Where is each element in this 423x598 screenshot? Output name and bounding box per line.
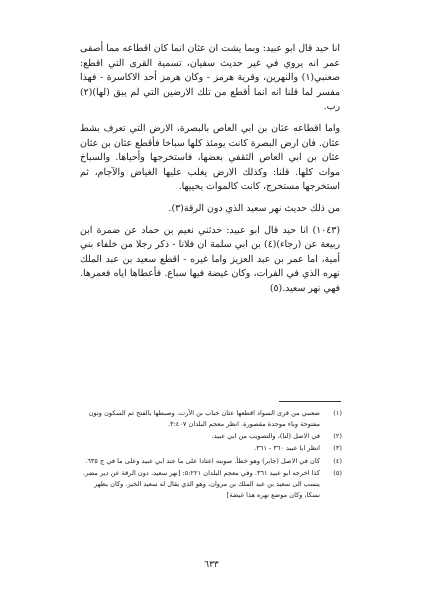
footnote-text: انظر ابا عبيد ٣٦٠ - ٣٦١.: [254, 444, 320, 453]
footnote-number: (٤): [333, 456, 342, 465]
page-number: ٦٣٣: [204, 560, 219, 570]
footnote-divider: [279, 401, 341, 402]
footnotes: [80, 408, 342, 502]
footnote-text: صعنبي من قرى السواد اقطعها عثان خباب بن الأرت. وصبطها بالفتح ثم السكون ونون مفتوحة وباء موحدة مقصورة. انظر معجم البلدان ٣:٤٠٧.: [88, 409, 320, 428]
footnote-number: (١): [333, 409, 342, 417]
footnote-text: كذا اخرجه ابو عبيد ٣٦١. وفي معجم البلدان ٥:٢٢١: [نهر سعيد، دون الرقة عن دير مضر. ينسب الى سعيد بن عبد الملك بن مروان، وهو الذي يقال له سعيد الخير. وكان يظهر نسكا، وكان موضع نهره هذا غيضة]: [82, 468, 320, 499]
paragraph: من ذلك حديث نهر سعيد الذي دون الرقة(٣).: [168, 202, 340, 214]
footnote-number: (٢): [333, 432, 342, 441]
footnote-number: (٣): [333, 444, 342, 453]
footnote-number: (٥): [333, 468, 342, 477]
paragraph-hadith-1043: (١٠٤٣) انا حيد قال ابو عبيد: حدثني نعيم بن حماد عن ضمرة ابن ربيعة عن (رجاء)(٤) بن ابي سلمة ان فلانا - ذكر رجلا من خلفاء بني أمية، اما عمر بن عبد العزيز واما غيره - اقطع سعيد بن عبد الملك نهره الذي في الفرات، وكان غيضة فيها سباع. فأعطاها اياه فعمرها. فهي نهر سعيد.(٥): [80, 224, 341, 294]
footnote: [80, 408, 342, 430]
footnote: [80, 456, 342, 467]
paragraph: واما اقطاعه عثان بن ابي العاص بالبصرة، الارض التي تعرف بشط عثان. فان ارض البصرة كانت يومئذ كلها سباخا فأقطع عثان بن عثان عثان بن ابي العاص الثقفي بعضها، فاستخرجها وأحياها. والسباخ موات كلها. قلنا: وكذلك الارض يغلب عليها الغياض والآجام، ثم استخرجها مستخرج، كانت كالموات يحييها.: [80, 122, 340, 193]
main-text: [80, 42, 340, 297]
footnote: [80, 468, 342, 500]
footnote: [80, 443, 342, 454]
footnote: [80, 431, 342, 442]
paragraph: انا حيد قال ابو عبيد: وبما يشت ان عثان انما كان اقطاعه مما أصفى عمر انه يروي في غير حديث سفيان، تسمية القرى التي اقطع: صعنبي(١) والنهرين، وقرية هرمز - وكان هرمز أحد الاكاسرة - فهذا مفسر لما قلنا انه انما أقطع من تلك الارضين التي لم يبق (لها)(٢) رب.: [80, 43, 340, 113]
footnote-text: كان في الاصل (جابر) وهو خطأ. صوبته اعتادا على ما عند ابي عبيد وعلى ما في ج ٦٣٥.: [85, 456, 320, 465]
footnote-text: في الاصل (لنا)، والتصويب من ابي عبيد.: [211, 432, 320, 441]
